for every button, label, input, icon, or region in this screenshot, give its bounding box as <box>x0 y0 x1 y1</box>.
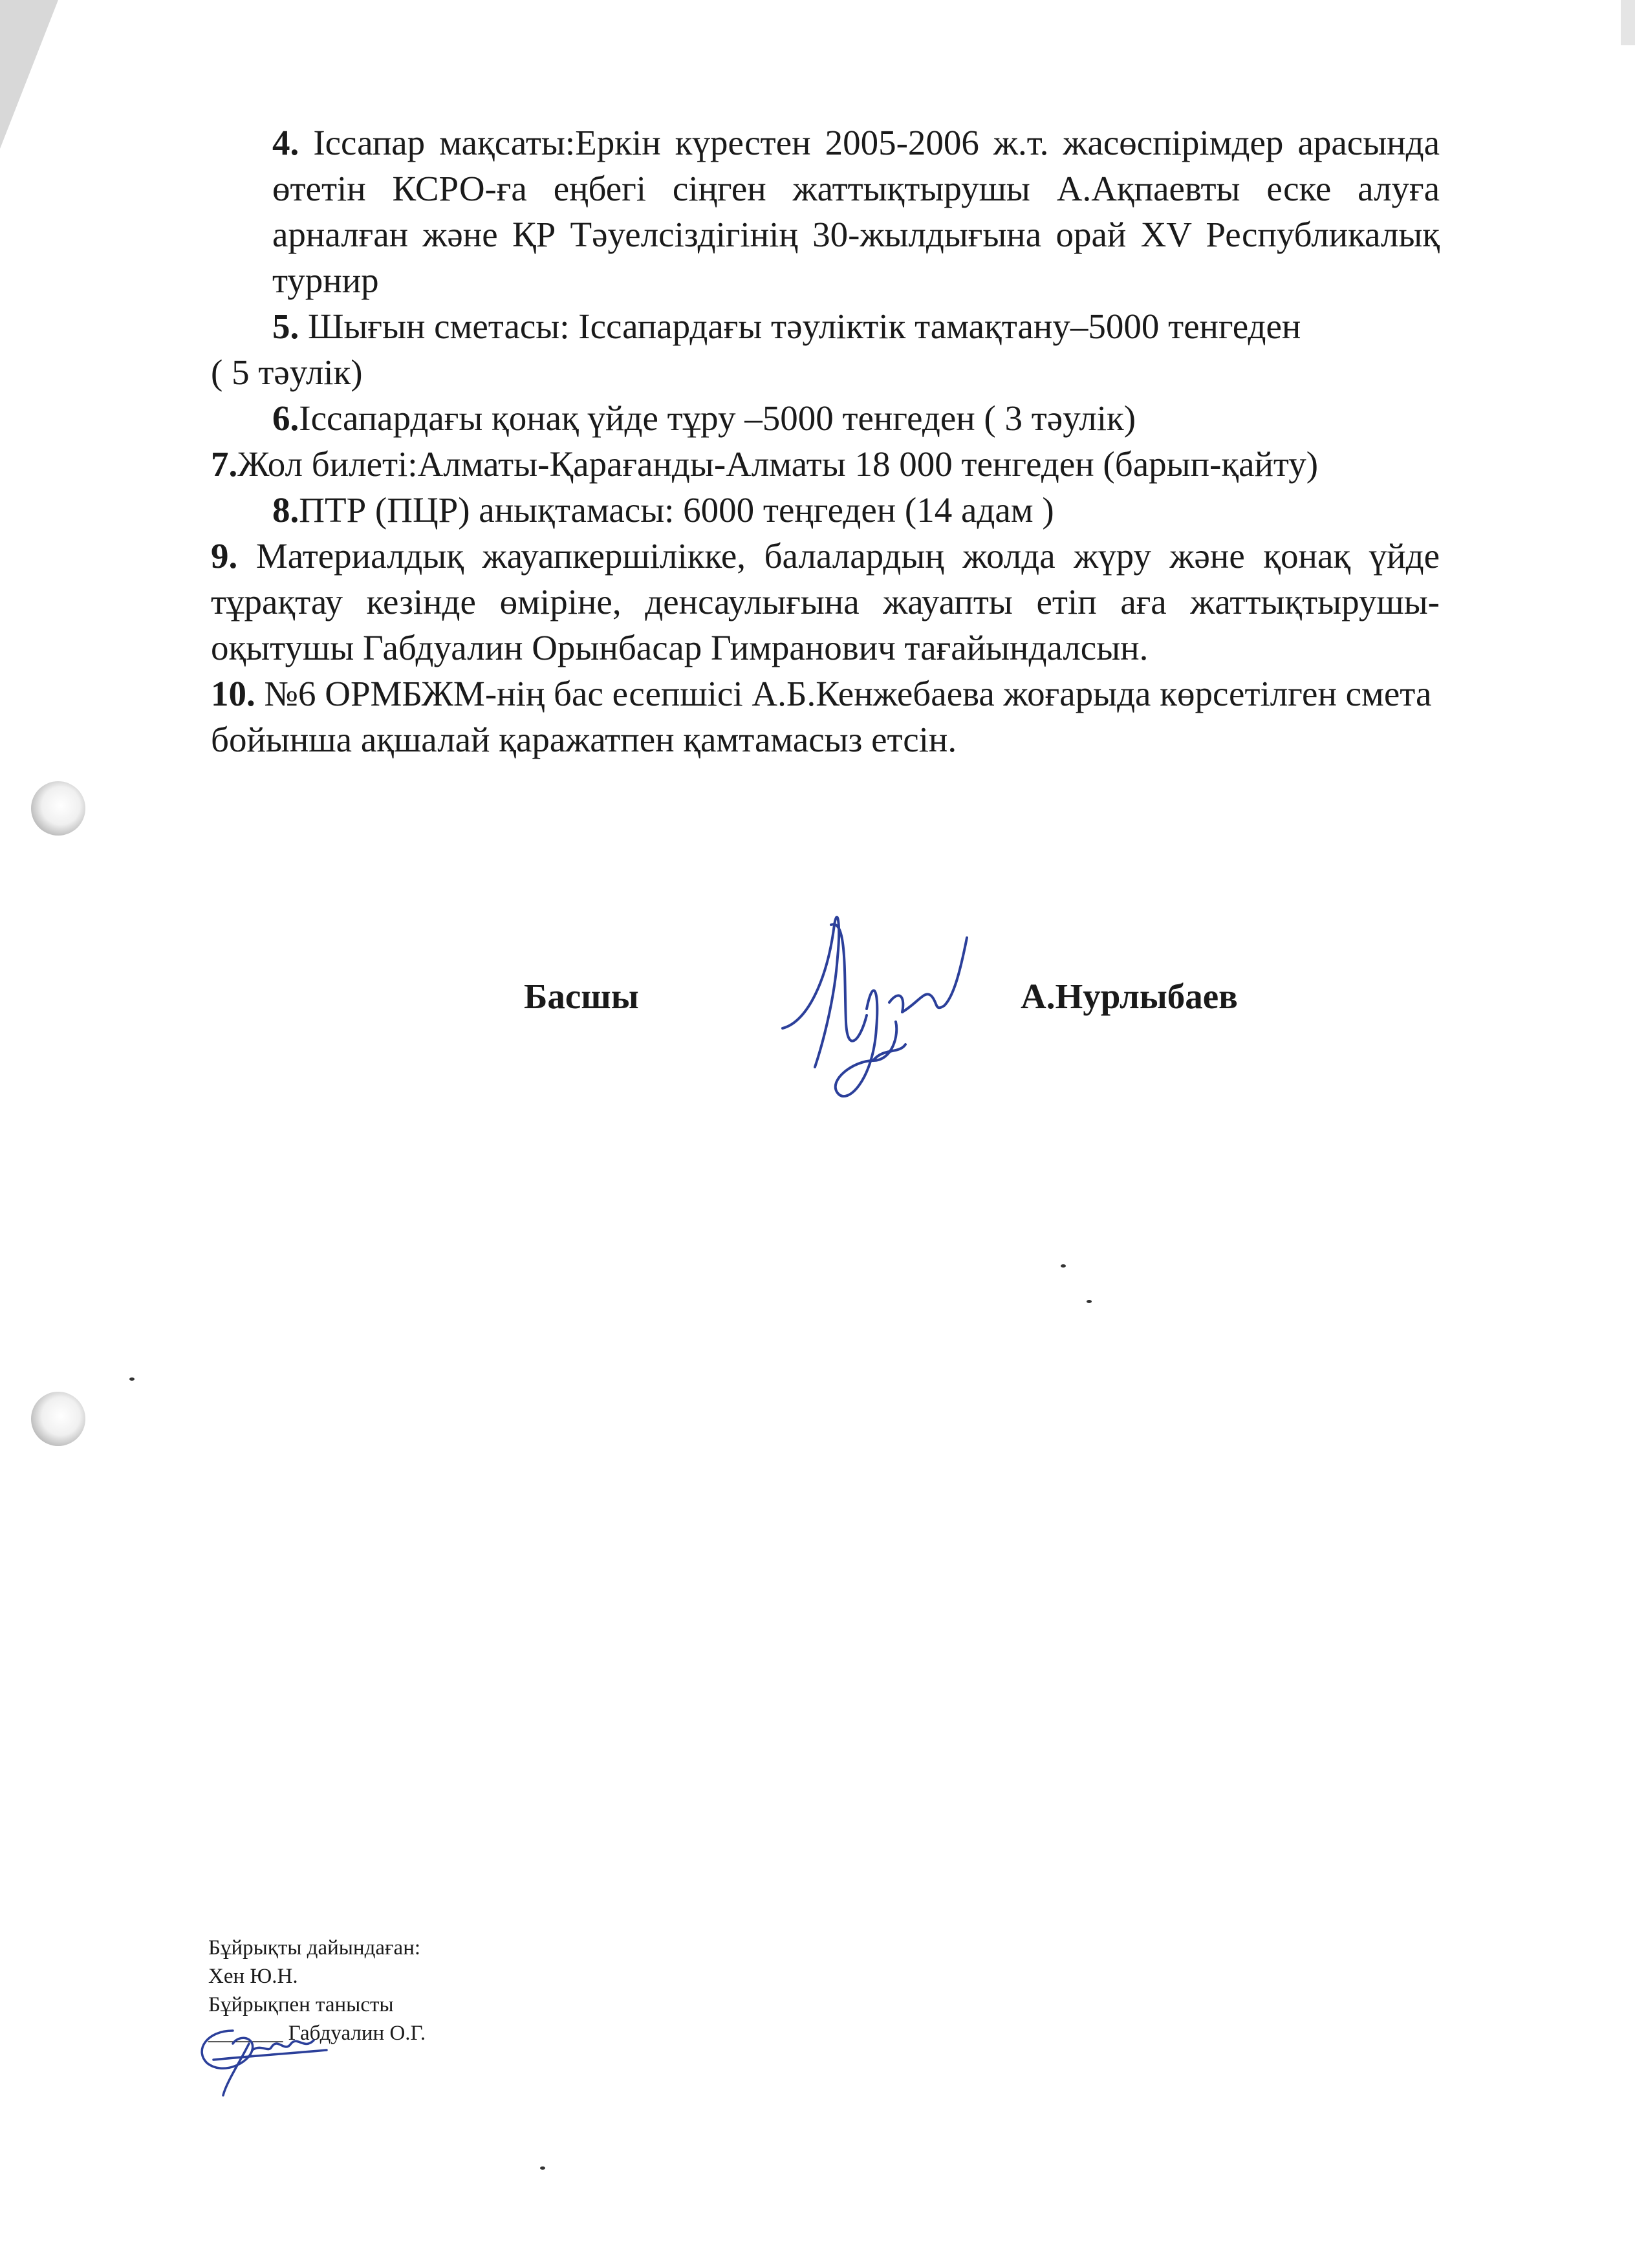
paragraph-6 <box>211 395 1440 441</box>
acquainted-name: _______ Габдуалин О.Г. <box>208 2022 426 2045</box>
paragraph-text: ПТР (ПЦР) анықтамасы: 6000 теңгеден (14 адам ) <box>299 490 1054 530</box>
paragraph-text: ( 5 тәулік) <box>211 352 363 392</box>
paragraph-number: 10. <box>211 674 255 713</box>
prepared-by-name: Хен Ю.Н. <box>208 1965 298 1988</box>
punch-hole-icon <box>31 781 85 836</box>
scan-speck <box>1061 1264 1066 1268</box>
small-signature-icon <box>188 2005 349 2102</box>
paragraph-8 <box>211 487 1440 533</box>
paragraph-text: Жол билеті:Алматы-Қарағанды-Алматы 18 000 тенгеден (барып-қайту) <box>237 444 1319 484</box>
scan-corner-shadow <box>0 0 58 149</box>
paragraph-number: 5. <box>272 307 299 346</box>
paragraph-text: Материалдық жауапкершілікке, балалардың жолда жүру және қонақ үйде тұрақтау кезінде өміріне, денсаулығына жауапты етіп аға жаттықтырушы-оқытушы Габдуалин Орынбасар Гимранович тағайындалсын. <box>211 536 1440 667</box>
handwritten-signature-icon <box>770 899 983 1119</box>
paragraph-text: Іссапар мақсаты:Еркін күрестен 2005-2006 ж.т. жасөспірімдер арасында өтетін КСРО-ға еңбегі сіңген жаттықтырушы А.Ақпаевты еске алуға арналған және ҚР Тәуелсіздігінің 30-жылдығына орай XV Республикалық турнир <box>272 123 1440 300</box>
paragraph-text: Шығын сметасы: Іссапардағы тәуліктік тамақтану–5000 тенгеден <box>308 307 1301 346</box>
signatory-name: А.Нурлыбаев <box>1021 977 1238 1016</box>
paragraph-10 <box>211 671 1440 762</box>
paragraph-number: 4. <box>272 123 299 162</box>
paragraph-9 <box>211 533 1440 671</box>
paragraph-5 <box>211 303 1440 349</box>
scan-speck <box>540 2166 545 2170</box>
prepared-by-label: Бұйрықты дайындаған: <box>208 1936 421 1960</box>
paragraph-text: Іссапардағы қонақ үйде тұру –5000 тенгеден ( 3 тәулік) <box>299 398 1136 438</box>
paragraph-number: 6. <box>272 398 299 438</box>
scan-speck <box>129 1377 135 1381</box>
scan-speck <box>1087 1300 1092 1303</box>
paragraph-number: 7. <box>211 444 238 484</box>
paragraph-7 <box>211 441 1440 487</box>
paragraph-text: №6 ОРМБЖМ-нің бас есепшісі А.Б.Кенжебаева жоғарыда көрсетілген смета бойынша ақшалай қаражатпен қамтамасыз етсін. <box>211 674 1432 759</box>
punch-hole-icon <box>31 1392 85 1446</box>
scan-edge-mark <box>1621 0 1635 45</box>
paragraph-number: 8. <box>272 490 299 530</box>
acquainted-label: Бұйрықпен танысты <box>208 1993 394 2016</box>
signatory-title: Басшы <box>524 977 639 1016</box>
paragraph-5-continuation <box>211 349 1440 395</box>
paragraph-4 <box>211 120 1440 303</box>
order-body <box>211 120 1440 762</box>
paragraph-number: 9. <box>211 536 238 576</box>
